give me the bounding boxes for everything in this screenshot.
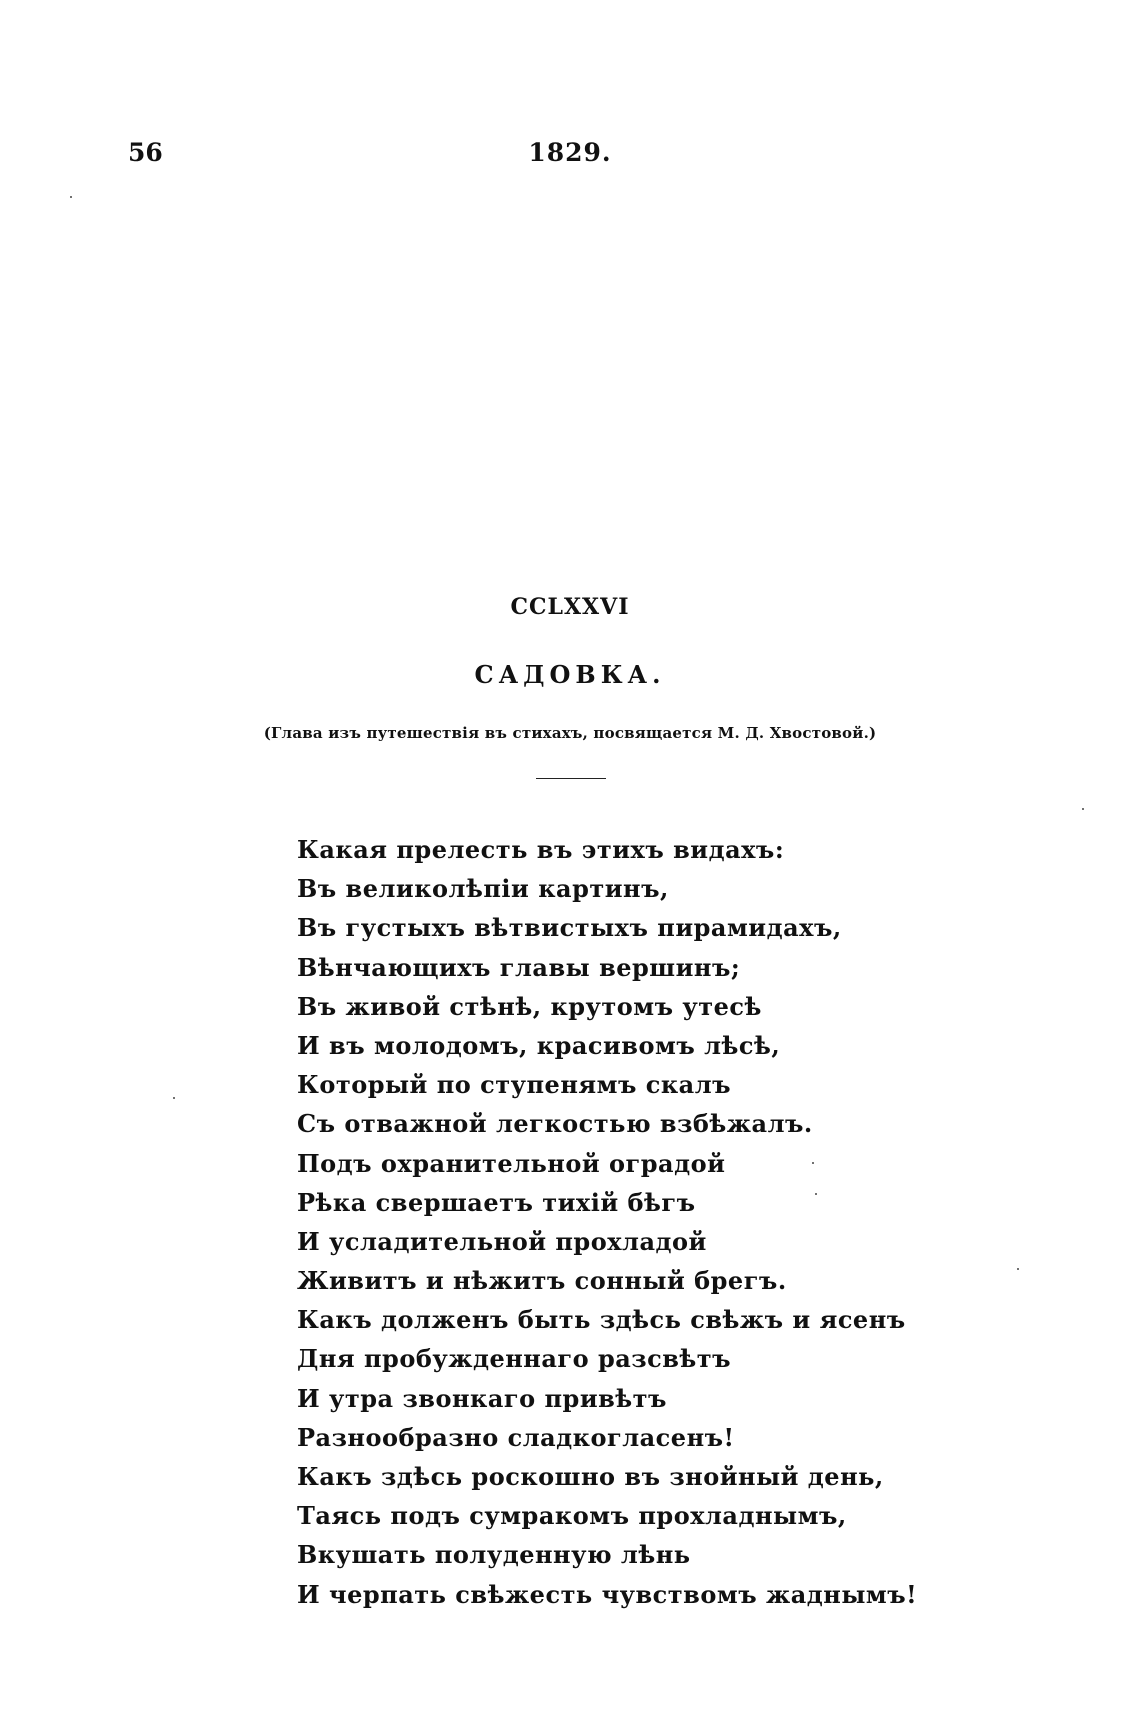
page-number: 56 xyxy=(128,138,163,167)
scan-speck xyxy=(70,196,72,198)
verse-line: И въ молодомъ, красивомъ лѣсѣ, xyxy=(297,1030,781,1060)
poem-title: САДОВКА. xyxy=(474,660,666,689)
poem-number: CCLXXVI xyxy=(510,594,630,620)
poem-verse xyxy=(297,830,1097,1614)
verse-line: Въ великолѣпіи картинъ, xyxy=(297,874,669,904)
verse-line: Живитъ и нѣжитъ сонный брегъ. xyxy=(297,1266,787,1296)
scan-speck xyxy=(812,1162,814,1164)
verse-line: Подъ охранительной оградой xyxy=(297,1148,726,1178)
verse-line: Который по ступенямъ скалъ xyxy=(297,1070,732,1100)
verse-line: Какая прелесть въ этихъ видахъ: xyxy=(297,835,785,864)
verse-line: И черпать свѣжесть чувствомъ жаднымъ! xyxy=(297,1579,918,1609)
page-header xyxy=(0,138,1140,178)
verse-line: Вкушать полуденную лѣнь xyxy=(297,1540,691,1570)
poem-dedication: (Глава изъ путешествія въ стихахъ, посвящается М. Д. Хвостовой.) xyxy=(263,724,877,742)
verse-line: Какъ долженъ быть здѣсь свѣжъ и ясенъ xyxy=(297,1305,906,1335)
verse-line: Какъ здѣсь роскошно въ знойный день, xyxy=(297,1462,884,1491)
running-head-year: 1829. xyxy=(528,138,612,167)
verse-line: И утра звонкаго привѣтъ xyxy=(297,1383,667,1413)
verse-line: Дня пробужденнаго разсвѣтъ xyxy=(297,1344,732,1374)
scan-speck xyxy=(1017,1268,1019,1270)
scan-speck xyxy=(815,1193,817,1195)
verse-line: Таясь подъ сумракомъ прохладнымъ, xyxy=(297,1501,847,1531)
scan-speck xyxy=(1082,808,1084,810)
verse-line: Рѣка свершаетъ тихій бѣгъ xyxy=(297,1187,696,1217)
verse-line: Съ отважной легкостью взбѣжалъ. xyxy=(297,1109,813,1139)
verse-line: Вѣнчающихъ главы вершинъ; xyxy=(297,952,741,982)
verse-line: И усладительной прохладой xyxy=(297,1226,707,1256)
scan-speck xyxy=(173,1097,175,1099)
title-divider xyxy=(536,778,606,779)
verse-line: Въ живой стѣнѣ, крутомъ утесѣ xyxy=(297,991,762,1021)
verse-line: Въ густыхъ вѣтвистыхъ пирамидахъ, xyxy=(297,913,842,943)
verse-line: Разнообразно сладкогласенъ! xyxy=(297,1422,735,1452)
